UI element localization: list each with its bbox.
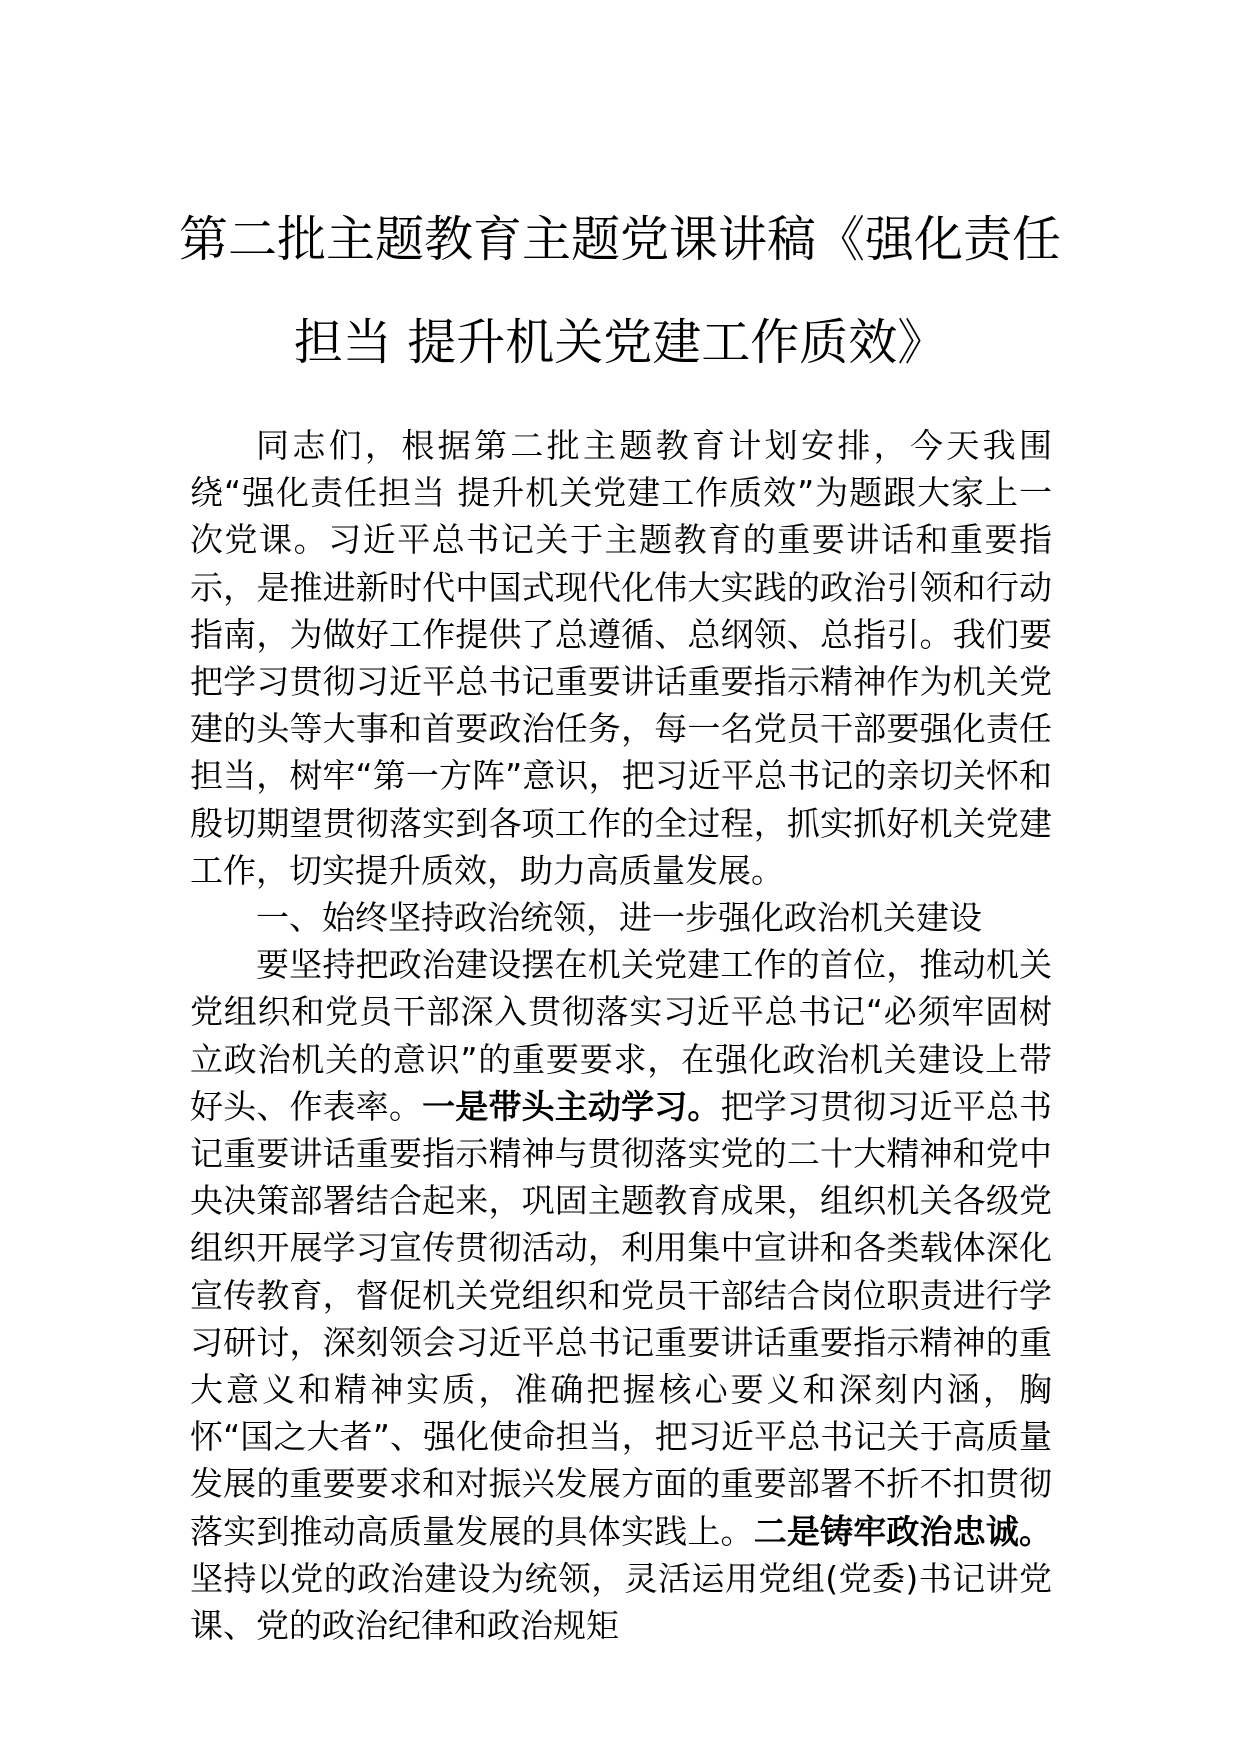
section-1-text-part-3: 坚持以党的政治建设为统领，灵活运用党组(党委)书记讲党课、党的政治纪律和政治规矩	[190, 1558, 1052, 1646]
section-1-paragraph	[190, 941, 1052, 1649]
section-1-text-part-2: 把学习贯彻习近平总书记重要讲话重要指示精神与贯彻落实党的二十大精神和党中央决策部署结合起来，巩固主题教育成果，组织机关各级党组织开展学习宣传贯彻活动，利用集中宣讲和各类载体深化宣传教育，督促机关党组织和党员干部结合岗位职责进行学习研讨，深刻领会习近平总书记重要讲话重要指示精神的重大意义和精神实质，准确把握核心要义和深刻内涵，胸怀“国之大者”、强化使命担当，把习近平总书记关于高质量发展的重要要求和对振兴发展方面的重要部署不折不扣贯彻落实到推动高质量发展的具体实践上。	[190, 1086, 1053, 1551]
title-line-2: 担当 提升机关党建工作质效》	[293, 314, 947, 371]
section-1-text-part-1: 要坚持把政治建设摆在机关党建工作的首位，推动机关党组织和党员干部深入贯彻落实习近平总书记“必须牢固树立政治机关的意识”的重要要求，在强化政治机关建设上带好头、作表率。	[190, 945, 1052, 1126]
document-title	[140, 188, 1100, 394]
title-line-1: 第二批主题教育主题党课讲稿《强化责任	[178, 211, 1061, 268]
section-heading-1: 一、始终坚持政治统领，进一步强化政治机关建设	[256, 898, 982, 938]
bold-point-1: 一是带头主动学习。	[422, 1086, 721, 1126]
bold-point-2: 二是铸牢政治忠诚。	[753, 1511, 1053, 1551]
document-body	[190, 422, 1052, 1649]
intro-paragraph: 同志们，根据第二批主题教育计划安排，今天我围绕“强化责任担当 提升机关党建工作质效”为题跟大家上一次党课。习近平总书记关于主题教育的重要讲话和重要指示，是推进新时代中国式现代化伟大实践的政治引领和行动指南，为做好工作提供了总遵循、总纲领、总指引。我们要把学习贯彻习近平总书记重要讲话重要指示精神作为机关党建的头等大事和首要政治任务，每一名党员干部要强化责任担当，树牢“第一方阵”意识，把习近平总书记的亲切关怀和殷切期望贯彻落实到各项工作的全过程，抓实抓好机关党建工作，切实提升质效，助力高质量发展。	[190, 426, 1052, 890]
